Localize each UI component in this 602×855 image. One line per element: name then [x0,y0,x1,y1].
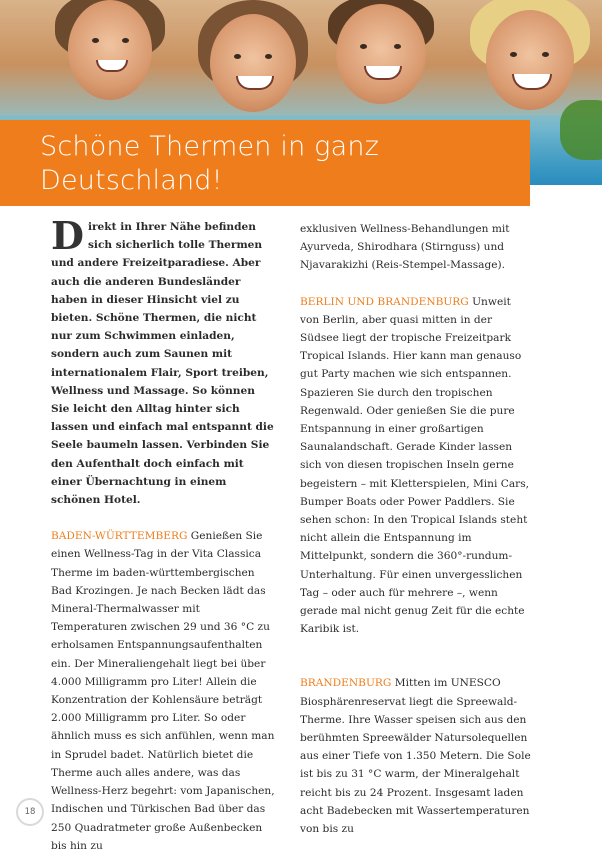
section-berlin [300,293,532,639]
intro-paragraph [51,213,277,509]
kid-eye [360,44,367,49]
right-column [300,220,532,838]
section-continued: exklusiven Wellness-Behandlungen mit Ayurveda, Shirodhara (Stirnguss) und Njavarakizhi (Reis-Stempel-Massage). [300,223,510,272]
kid-face [336,4,426,104]
section-heading: BERLIN UND BRANDENBURG [300,295,469,308]
section-baden-wuerttemberg [51,527,277,855]
intro-text: irekt in Ihrer Nähe befinden sich sicherlich tolle Thermen und andere Freizeitparadiese. Aber auch die anderen Bundesländer haben in dieser Hinsicht viel zu bieten. Schöne Thermen, die nicht nur zum Schwimmen einladen, sondern auch zum Saunen mit internationalem Flair, Sport treiben, Wellness und Massage. So können Sie leicht den Alltag hinter sich lassen und einfach mal entspannt die Seele baumeln lassen. Verbinden Sie den Aufenthalt doch einfach mit einer Übernachtung in einem schönen Hotel. [51,221,274,507]
section-heading: BRANDENBURG [300,677,392,690]
kid-face [210,14,296,112]
kid-eye [92,38,99,43]
page-title: Schöne Thermen in ganz Deutschland! [40,131,379,196]
section-text: Genießen Sie einen Wellness-Tag in der Vita Classica Therme im baden-württembergischen Bad Krozingen. Je nach Becken lädt das Mineral-Thermalwasser mit Temperaturen zwischen 29 und 36 °C zu erholsamen Entspannungsaufenthalten ein. Der Mineraliengehalt liegt bei über 4.000 Milligramm pro Liter! Allein die Konzentration der Kohlensäure beträgt 2.000 Milligramm pro Liter. So oder ähnlich muss es sich anfühlen, wenn man in Sprudel badet. Natürlich bietet die Therme auch alles andere, was das Wellness-Herz begehrt: vom Japanischen, Indischen und Türkischen Bad über das 250 Quadratmeter große Außenbecken bis hin zu [51,530,275,852]
kid-eye [234,54,241,59]
kid-eye [265,54,272,59]
kid-eye [122,38,129,43]
page-number: 18 [16,798,44,826]
kid-eye [542,52,549,57]
kid-eye [394,44,401,49]
section-text: Unweit von Berlin, aber quasi mitten in der Südsee liegt der tropische Freizeitpark Tropical Islands. Hier kann man genauso gut Party machen wie sich entspannen. Spazieren Sie durch den tropischen Regenwald. Oder genießen Sie die pure Entspannung in einer großartigen Saunalandschaft. Gerade Kinder lassen sich von diesen tropischen Inseln gerne begeistern – mit Kletterspielen, Mini Cars, Bumper Boats oder Power Paddlers. Sie sehen schon: In den Tropical Islands steht nicht allein die Entspannung im Mittelpunkt, sondern die 360°-rundum-Unterhaltung. Für einen unvergesslichen Tag – oder auch für mehrere –, wenn gerade mal nicht genug Zeit für die echte Karibik ist. [300,295,530,636]
title-band [0,120,530,206]
drop-cap: D [51,213,84,258]
section-heading: BADEN-WÜRTTEMBERG [51,530,188,543]
swimsuit [560,100,602,160]
kid-face [68,0,152,100]
left-column [51,213,277,855]
section-text: Mitten im UNESCO Biosphärenreservat liegt die Spreewald-Therme. Ihre Wasser speisen sich aus den berühmten Spreewälder Natursolequellen aus einer Tiefe von 1.350 Metern. Die Sole ist bis zu 31 °C warm, der Mineralgehalt reicht bis zu 24 Prozent. Insgesamt laden acht Badebecken mit Wassertemperaturen von bis zu [300,677,531,836]
kid-face [486,10,574,110]
section-brandenburg [300,674,532,838]
kid-eye [510,52,517,57]
